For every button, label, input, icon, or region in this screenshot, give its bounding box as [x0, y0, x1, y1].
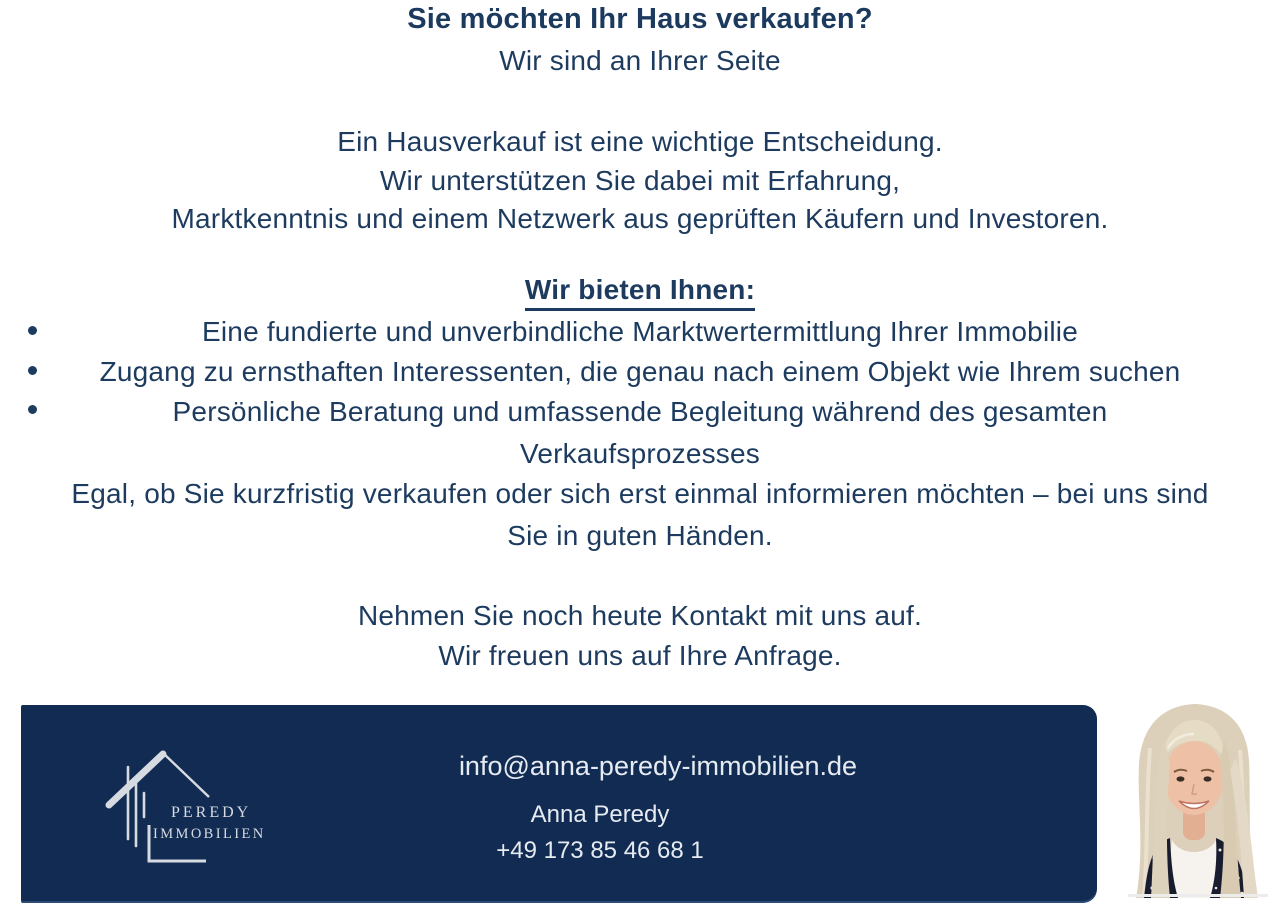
offer-heading-line: [0, 274, 1280, 311]
contact-email: info@anna-peredy-immobilien.de: [458, 751, 858, 781]
agent-portrait-photo: [1108, 698, 1280, 898]
footer-bar: [21, 705, 1097, 903]
closing-line: Egal, ob Sie kurzfristig verkaufen oder sich erst einmal informieren möchten – bei uns sind: [71, 478, 1209, 509]
list-item: Persönliche Beratung und umfassende Begleitung während des gesamten: [172, 396, 1108, 427]
contact-name: Anna Peredy: [530, 801, 670, 828]
intro-paragraph-line: Wir unterstützen Sie dabei mit Erfahrung,: [379, 165, 901, 196]
peredy-immobilien-logo: [101, 741, 296, 883]
offer-heading: Wir bieten Ihnen:: [525, 274, 755, 311]
closing-line: Sie in guten Händen.: [507, 520, 773, 551]
page-title: Sie möchten Ihr Haus verkaufen?: [407, 3, 873, 35]
intro-paragraph-line: Marktkenntnis und einem Netzwerk aus geprüften Käufern und Investoren.: [171, 203, 1109, 234]
logo-name-bottom: IMMOBILIEN: [153, 826, 266, 842]
page-subtitle: Wir sind an Ihrer Seite: [499, 45, 781, 76]
contact-phone: +49 173 85 46 68 1: [496, 837, 704, 864]
cta-line: Nehmen Sie noch heute Kontakt mit uns auf.: [357, 600, 923, 631]
list-item: Eine fundierte und unverbindliche Marktwertermittlung Ihrer Immobilie: [202, 316, 1078, 347]
intro-paragraph-line: Ein Hausverkauf ist eine wichtige Entscheidung.: [337, 126, 943, 157]
list-item: Zugang zu ernsthaften Interessenten, die genau nach einem Objekt wie Ihrem suchen: [99, 356, 1181, 387]
logo-name-top: PEREDY: [171, 804, 252, 821]
cta-line: Wir freuen uns auf Ihre Anfrage.: [438, 640, 842, 671]
list-item-continuation: Verkaufsprozesses: [520, 438, 760, 469]
